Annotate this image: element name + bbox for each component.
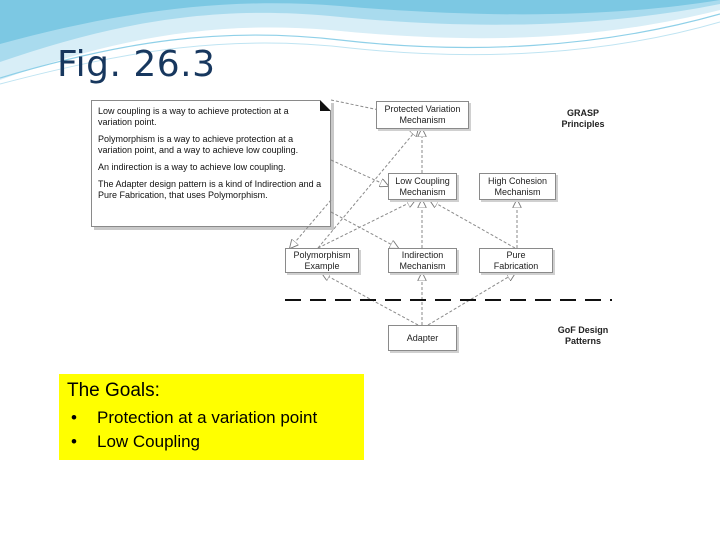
node-label: Low Coupling Mechanism (395, 175, 450, 197)
node-protected-variation (376, 101, 469, 129)
node-high-cohesion (479, 173, 556, 200)
node-label: Pure Fabrication (493, 249, 539, 271)
gof-patterns-label: GoF Design Patterns (557, 325, 609, 346)
goals-callout (59, 374, 364, 460)
goals-list (67, 406, 356, 454)
goal-item: • Low Coupling (67, 430, 356, 454)
note-line: An indirection is a way to achieve low coupling. (98, 162, 286, 172)
generalization-arrow (318, 200, 415, 248)
note-connector (331, 160, 388, 186)
node-pure-fabrication (479, 248, 553, 273)
node-indirection (388, 248, 457, 273)
node-adapter (388, 325, 457, 351)
goals-heading: The Goals: (67, 380, 160, 401)
note-connector (290, 200, 331, 248)
note-line: The Adapter design pattern is a kind of Indirection and a Pure Fabrication, that uses Polymorphism. (98, 179, 322, 200)
goal-item: • Protection at a variation point (67, 406, 356, 430)
node-polymorphism (285, 248, 359, 273)
grasp-principles-label: GRASP Principles (561, 108, 605, 129)
node-low-coupling (388, 173, 457, 200)
note-line: Low coupling is a way to achieve protection at a variation point. (98, 106, 289, 127)
generalization-arrow (430, 200, 515, 248)
note-connector (331, 212, 398, 248)
node-label: Adapter (406, 332, 439, 343)
node-label: Polymorphism Example (293, 249, 351, 271)
note-line: Polymorphism is a way to achieve protection at a variation point, and a way to achieve low coupling. (98, 134, 299, 155)
slide-title: Fig. 26.3 (57, 44, 216, 85)
node-label: High Cohesion Mechanism (487, 175, 548, 197)
node-label: Indirection Mechanism (399, 249, 446, 271)
node-label: Protected Variation Mechanism (384, 104, 461, 125)
